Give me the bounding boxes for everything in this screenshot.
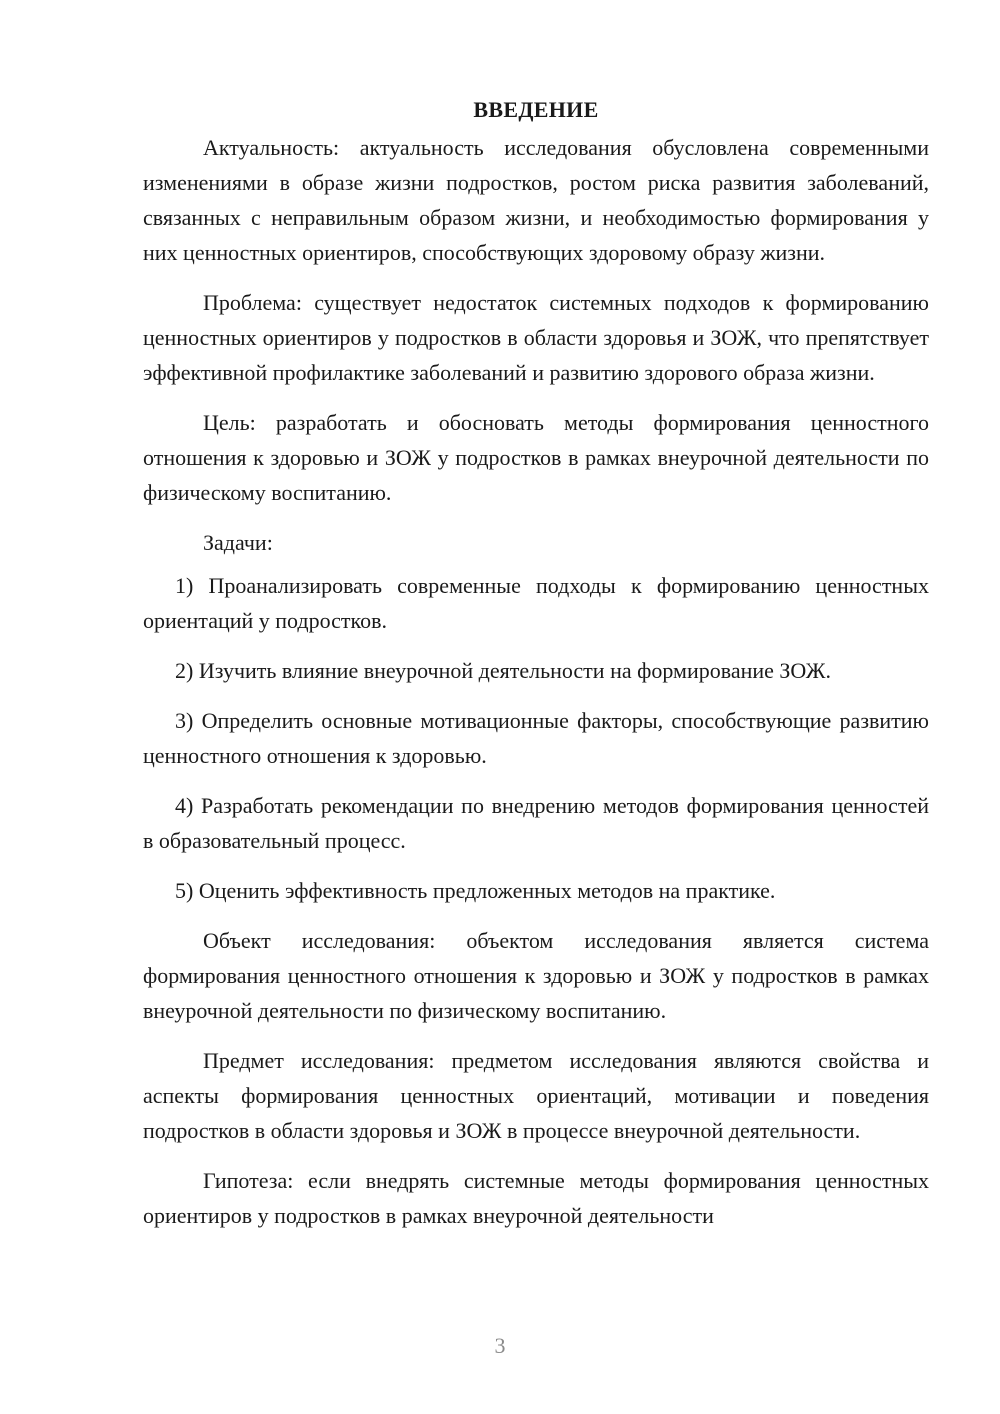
paragraph-goal: Цель: разработать и обосновать методы формирования ценностного отношения к здоровью и ЗОЖ у подростков в рамках внеурочной деятельности по физическому воспитанию.	[143, 410, 929, 505]
document-page	[143, 92, 929, 1248]
paragraph-subject: Предмет исследования: предметом исследования являются свойства и аспекты формирования ценностных ориентаций, мотивации и поведения подростков в области здоровья и ЗОЖ в процессе внеурочной деятельности.	[143, 1048, 929, 1143]
task-item-3: 3) Определить основные мотивационные факторы, способствующие развитию ценностного отношения к здоровью.	[143, 708, 929, 768]
paragraph-tasks-heading: Задачи:	[203, 530, 273, 555]
section-title: ВВЕДЕНИЕ	[473, 97, 599, 122]
task-item-2: 2) Изучить влияние внеурочной деятельности на формирование ЗОЖ.	[175, 658, 831, 683]
paragraph-hypothesis: Гипотеза: если внедрять системные методы формирования ценностных ориентиров у подростков в рамках внеурочной деятельности	[143, 1168, 929, 1228]
paragraph-relevance: Актуальность: актуальность исследования обусловлена современными изменениями в образе жизни подростков, ростом риска развития заболеваний, связанных с неправильным образом жизни, и необходимостью формирования у них ценностных ориентиров, способствующих здоровому образу жизни.	[143, 135, 929, 265]
task-item-1: 1) Проанализировать современные подходы к формированию ценностных ориентаций у подростков.	[143, 573, 929, 633]
task-item-5: 5) Оценить эффективность предложенных методов на практике.	[175, 878, 776, 903]
paragraph-problem: Проблема: существует недостаток системных подходов к формированию ценностных ориентиров у подростков в области здоровья и ЗОЖ, что препятствует эффективной профилактике заболеваний и развитию здорового образа жизни.	[143, 290, 929, 385]
task-item-4: 4) Разработать рекомендации по внедрению методов формирования ценностей в образовательный процесс.	[143, 793, 929, 853]
paragraph-object: Объект исследования: объектом исследования является система формирования ценностного отношения к здоровью и ЗОЖ у подростков в рамках внеурочной деятельности по физическому воспитанию.	[143, 928, 929, 1023]
page-number: 3	[494, 1333, 506, 1358]
